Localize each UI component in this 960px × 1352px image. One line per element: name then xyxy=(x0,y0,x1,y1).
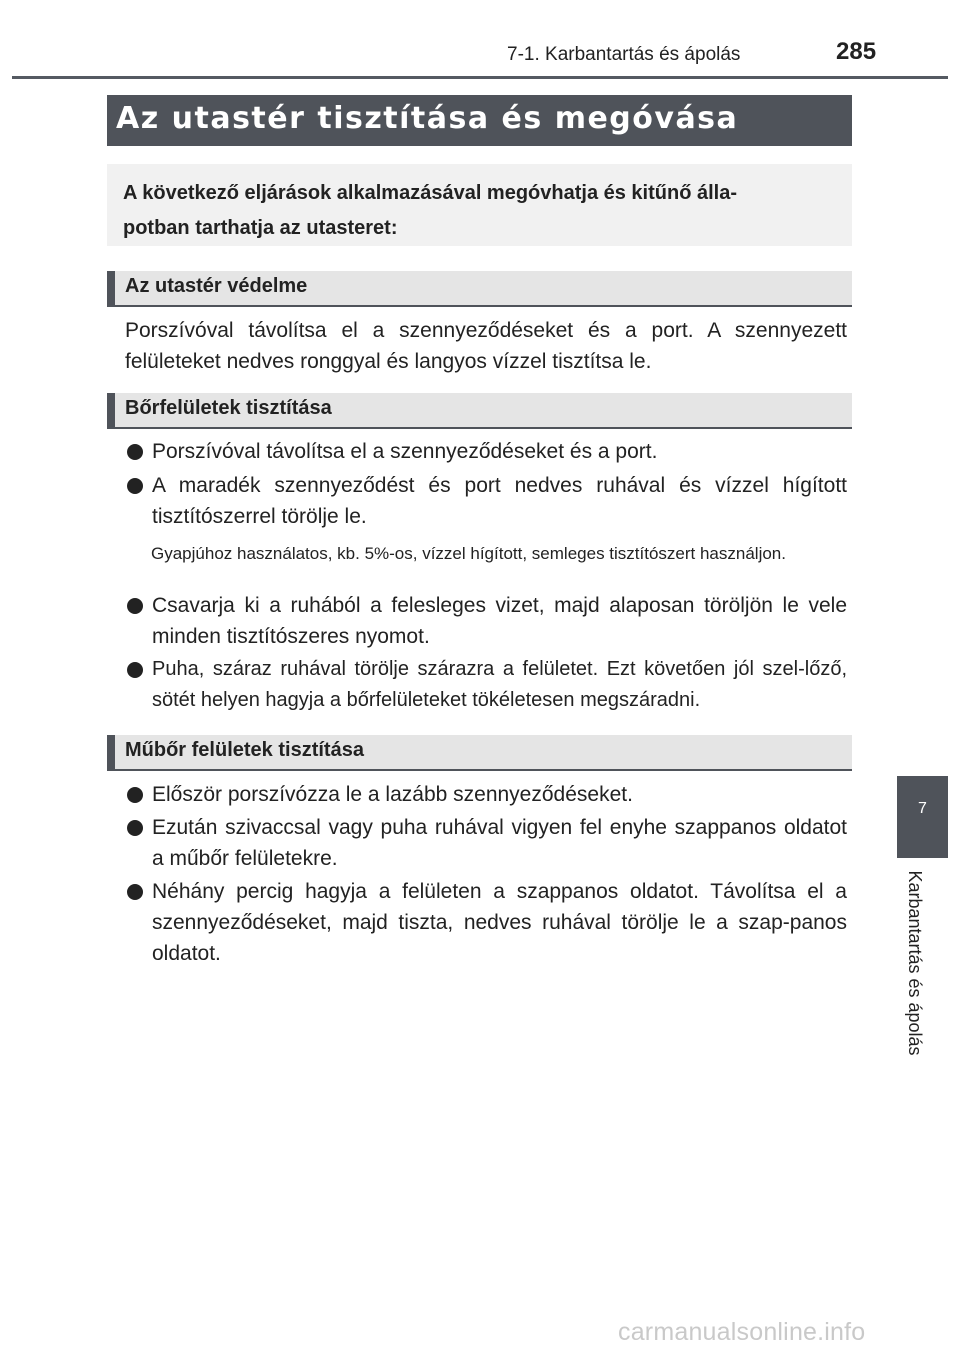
bullet-icon xyxy=(127,820,143,836)
page-number: 285 xyxy=(836,38,877,65)
leather-bullet-1-text: Porszívóval távolítsa el a szennyeződéseket és a port. xyxy=(152,440,658,463)
intro-line-2: potban tarthatja az utasteret: xyxy=(123,217,398,239)
leather-bullet-1 xyxy=(127,436,847,467)
bullet-icon xyxy=(127,444,143,460)
bullet-icon xyxy=(127,662,143,678)
section-heading-leather: Bőrfelületek tisztítása xyxy=(107,393,852,429)
leather-bullet-2-text: A maradék szennyeződést és port nedves ruhával és vízzel hígított tisztítószerrel törölje le. xyxy=(152,474,847,528)
page-title: Az utastér tisztítása és megóvása xyxy=(107,95,852,146)
chapter-side-label: Karbantartás és ápolás xyxy=(905,870,925,1056)
leather-bullet-3-text: Csavarja ki a ruhából a felesleges vizet, majd alaposan töröljön le vele minden tisztítószeres nyomot. xyxy=(152,594,847,648)
synthetic-bullet-3 xyxy=(127,876,847,969)
synthetic-bullet-1-text: Először porszívózza le a lazább szennyeződéseket. xyxy=(152,783,633,806)
synthetic-bullet-3-text: Néhány percig hagyja a felületen a szappanos oldatot. Távolítsa el a szennyeződéseket, majd tiszta, nedves ruhával törölje le a szap-panos oldatot. xyxy=(152,880,847,965)
header-section-title: 7-1. Karbantartás és ápolás xyxy=(507,44,741,65)
chapter-tab: 7 xyxy=(897,776,948,858)
leather-bullet-4-text: Puha, száraz ruhával törölje szárazra a felületet. Ezt követően jól szel-lőző, sötét helyen hagyja a bőrfelületeket tökéletesen megszáradni. xyxy=(152,658,847,711)
leather-note: Gyapjúhoz használatos, kb. 5%-os, vízzel hígított, semleges tisztítószert használjon. xyxy=(151,544,786,563)
section-heading-protection: Az utastér védelme xyxy=(107,271,852,307)
bullet-icon xyxy=(127,478,143,494)
leather-bullet-3 xyxy=(127,590,847,652)
synthetic-bullet-1 xyxy=(127,779,847,810)
intro-box xyxy=(107,164,852,246)
leather-bullet-4 xyxy=(127,654,847,716)
watermark: carmanualsonline.info xyxy=(618,1318,866,1346)
synthetic-bullet-2-text: Ezután szivaccsal vagy puha ruhával vigyen fel enyhe szappanos oldatot a műbőr felületekre. xyxy=(152,816,847,870)
section-heading-synthetic: Műbőr felületek tisztítása xyxy=(107,735,852,771)
protection-text: Porszívóval távolítsa el a szennyeződéseket és a port. A szennyezett felületeket nedves ronggyal és langyos vízzel tisztítsa le. xyxy=(125,319,847,373)
leather-bullet-2 xyxy=(127,470,847,532)
bullet-icon xyxy=(127,884,143,900)
synthetic-bullet-2 xyxy=(127,812,847,874)
bullet-icon xyxy=(127,598,143,614)
intro-line-1: A következő eljárások alkalmazásával megóvhatja és kitűnő álla- xyxy=(123,182,737,204)
bullet-icon xyxy=(127,787,143,803)
header-rule xyxy=(12,76,948,79)
